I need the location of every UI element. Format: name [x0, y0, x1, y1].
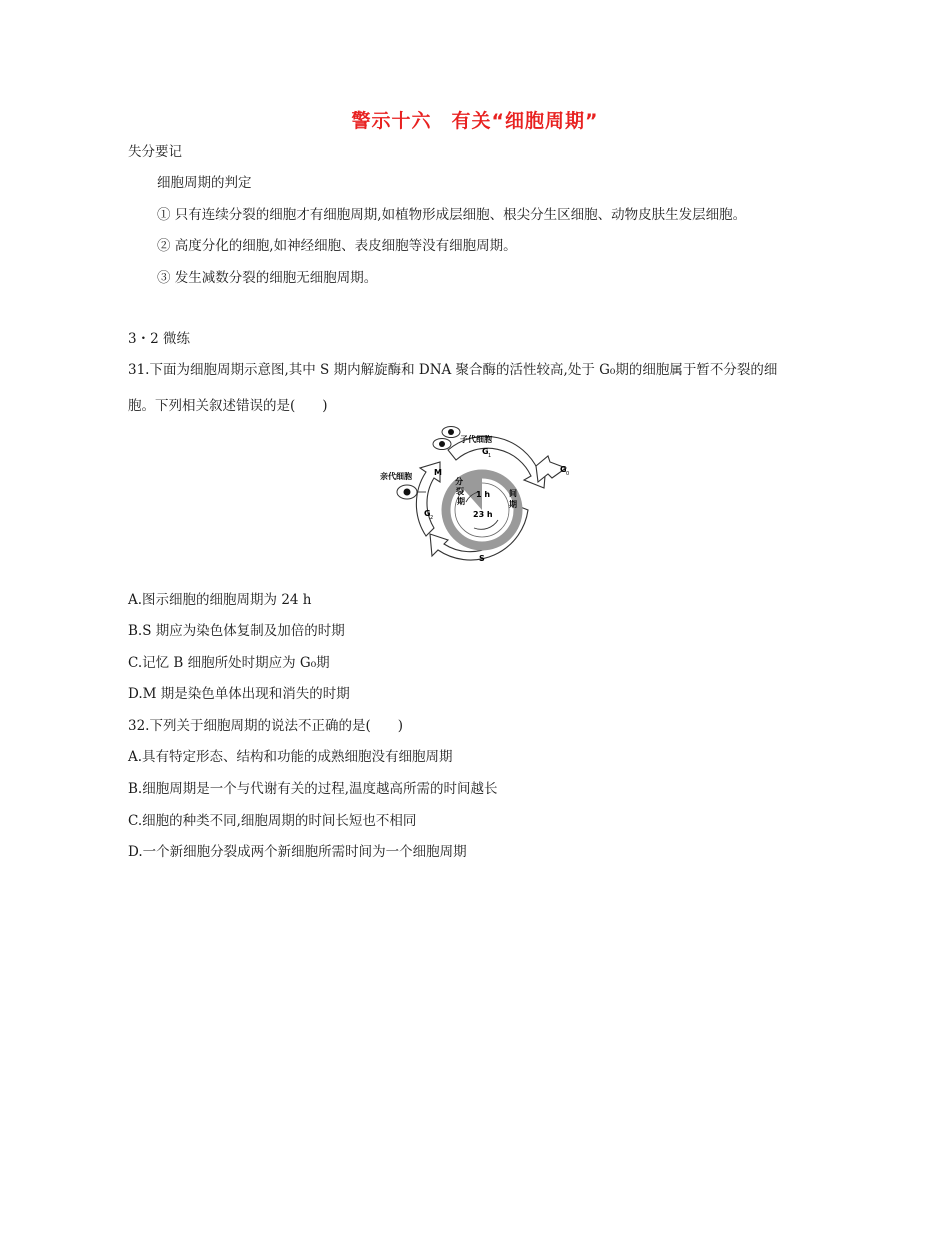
question-32-option-c: C.细胞的种类不同,细胞周期的时间长短也不相同	[128, 813, 417, 829]
label-division-char-3: 期	[457, 497, 465, 506]
question-32-option-d: D.一个新细胞分裂成两个新细胞所需时间为一个细胞周期	[128, 844, 467, 860]
label-g1-subscript: 1	[488, 453, 492, 459]
label-m-phase: M	[434, 468, 442, 477]
label-s-phase: S	[479, 554, 485, 563]
section-heading-mistakes: 失分要记	[128, 144, 182, 160]
section-heading-practice: 3・2 微练	[128, 331, 190, 347]
question-31-option-b: B.S 期应为染色体复制及加倍的时期	[128, 623, 345, 639]
label-interphase-char-2: 期	[509, 500, 517, 509]
question-32-stem: 32.下列关于细胞周期的说法不正确的是( )	[128, 718, 404, 734]
label-division-char-2: 裂	[456, 487, 464, 496]
question-32-option-b: B.细胞周期是一个与代谢有关的过程,温度越高所需的时间越长	[128, 781, 498, 797]
label-duration-23h: 23 h	[473, 510, 493, 519]
label-g0-phase: G	[560, 465, 567, 474]
label-g2-subscript: 2	[430, 515, 434, 521]
judge-point-2: ② 高度分化的细胞,如神经细胞、表皮细胞等没有细胞周期。	[157, 238, 517, 254]
judge-point-1: ① 只有连续分裂的细胞才有细胞周期,如植物形成层细胞、根尖分生区细胞、动物皮肤生发层细胞。	[157, 207, 747, 223]
question-31-option-d: D.M 期是染色单体出现和消失的时期	[128, 686, 350, 702]
question-32-option-a: A.具有特定形态、结构和功能的成熟细胞没有细胞周期	[128, 749, 453, 765]
label-g1-phase: G	[482, 447, 489, 456]
cell-cycle-diagram	[378, 424, 574, 570]
label-daughter-cells: 子代细胞	[460, 435, 492, 444]
label-division-char-1: 分	[455, 477, 463, 486]
label-parent-cell: 亲代细胞	[380, 472, 412, 481]
label-g0-subscript: 0	[566, 471, 570, 477]
judge-point-3: ③ 发生减数分裂的细胞无细胞周期。	[157, 270, 378, 286]
question-31-option-c: C.记忆 B 细胞所处时期应为 G₀期	[128, 655, 330, 671]
question-31-stem-line-1: 31.下面为细胞周期示意图,其中 S 期内解旋酶和 DNA 聚合酶的活性较高,处于 G₀期的细胞属于暂不分裂的细	[128, 362, 778, 378]
label-interphase-char-1: 间	[509, 489, 517, 498]
question-31-stem-line-2: 胞。下列相关叙述错误的是( )	[128, 398, 328, 414]
page-title: 警示十六 有关“细胞周期”	[351, 110, 599, 132]
label-duration-1h: 1 h	[476, 490, 491, 499]
question-31-option-a: A.图示细胞的细胞周期为 24 h	[128, 592, 312, 608]
judge-heading: 细胞周期的判定	[157, 175, 252, 191]
label-g2-phase: G	[424, 509, 431, 518]
